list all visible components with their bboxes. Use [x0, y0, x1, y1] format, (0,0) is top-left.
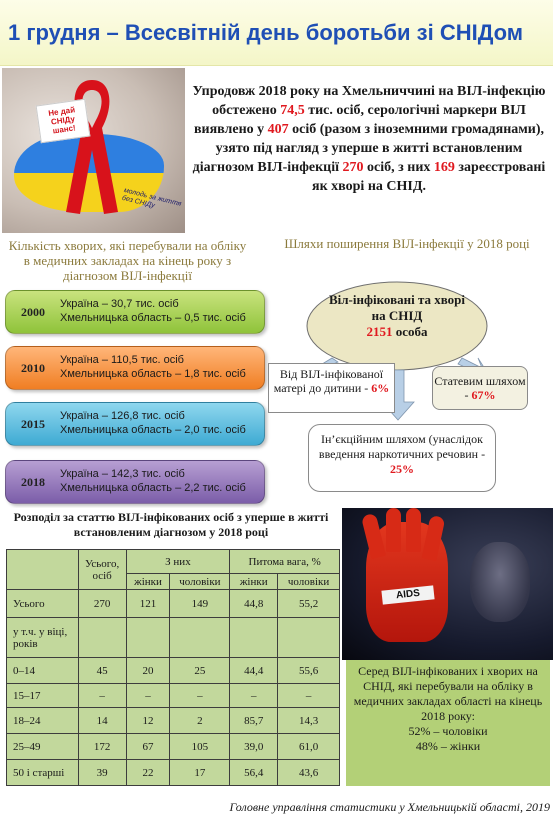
- header-empty: [7, 550, 79, 590]
- intro-value-aids: 169: [433, 160, 455, 175]
- cell-men-pct: [278, 618, 340, 658]
- row-label: 0–14: [7, 658, 79, 684]
- cell-men: –: [170, 684, 230, 708]
- intro-value-tested: 74,5: [280, 103, 305, 118]
- center-total: [322, 292, 472, 340]
- cell-women: –: [126, 684, 170, 708]
- route-mother-to-child: [268, 363, 395, 413]
- cell-women: [126, 618, 170, 658]
- cell-women: 121: [126, 590, 170, 618]
- center-unit: особа: [392, 324, 428, 339]
- cell-total: –: [78, 684, 126, 708]
- cell-men: 2: [170, 708, 230, 734]
- cell-men-pct: 55,6: [278, 658, 340, 684]
- page-title: 1 грудня – Всесвітній день боротьби зі СНІДом: [8, 20, 524, 45]
- face-shape: [470, 542, 530, 622]
- red-ribbon-icon: [64, 76, 120, 216]
- intro-text: тис. осіб, серологічні маркери ВІЛ виявлено у: [193, 103, 526, 137]
- distribution-title: Розподіл за статтю ВІЛ-інфікованих осіб з уперше в житті встановленим діагнозом у 2018 році: [13, 510, 329, 539]
- ukraine-count: Україна – 110,5 тис. осіб: [60, 354, 184, 366]
- finger-shape: [406, 508, 421, 552]
- route-label: Від ВІЛ-інфікованої матері до дитини -: [273, 367, 384, 395]
- cell-total: 45: [78, 658, 126, 684]
- table-row: [7, 618, 340, 658]
- intro-value-first-diagnosed: 270: [342, 160, 364, 175]
- distribution-table: [6, 549, 340, 786]
- header-share: Питома вага, %: [230, 550, 340, 574]
- route-percent: 25%: [390, 462, 414, 476]
- year-label: 2010: [21, 361, 45, 375]
- ukraine-count: Україна – 126,8 тис. осіб: [60, 410, 185, 422]
- route-label: Ін’єкційним шляхом (унаслідок введення наркотичних речовин -: [318, 432, 486, 461]
- cell-men: 17: [170, 760, 230, 786]
- table-row: [7, 708, 340, 734]
- region-count: Хмельницька область – 1,8 тис. осіб: [60, 368, 246, 380]
- year-label: 2015: [21, 417, 45, 431]
- gender-share-men: 52% – чоловіки: [408, 724, 488, 738]
- intro-text: осіб, з них: [363, 160, 434, 175]
- hero-tagline: молодь за життя без СНІДу: [121, 186, 182, 210]
- cell-men: 105: [170, 734, 230, 760]
- cell-women-pct: 85,7: [230, 708, 278, 734]
- cell-women-pct: [230, 618, 278, 658]
- table-row: [7, 734, 340, 760]
- region-count: Хмельницька область – 0,5 тис. осіб: [60, 312, 246, 324]
- transmission-heading: Шляхи поширення ВІЛ-інфекції у 2018 році: [284, 236, 530, 251]
- hero-image: [2, 68, 185, 233]
- header-women: жінки: [126, 574, 170, 590]
- table-row: [7, 658, 340, 684]
- cell-total: 14: [78, 708, 126, 734]
- route-sexual: [432, 366, 528, 410]
- row-label: 50 і старші: [7, 760, 79, 786]
- cell-total: 172: [78, 734, 126, 760]
- region-count: Хмельницька область – 2,2 тис. осіб: [60, 482, 246, 494]
- intro-text: зареєстровані як хворі на СНІД.: [312, 160, 546, 194]
- route-percent: 67%: [471, 388, 496, 402]
- year-pill-2015: [5, 402, 265, 446]
- cell-women-pct: 39,0: [230, 734, 278, 760]
- cell-women-pct: 44,8: [230, 590, 278, 618]
- cell-men-pct: 61,0: [278, 734, 340, 760]
- cell-total: [78, 618, 126, 658]
- cell-total: 270: [78, 590, 126, 618]
- aids-label: AIDS: [381, 585, 434, 604]
- row-label: 25–49: [7, 734, 79, 760]
- source-footer: Головне управління статистики у Хмельницькій області, 2019: [229, 800, 550, 814]
- route-label: Статевим шляхом -: [434, 374, 526, 402]
- cell-men-pct: 43,6: [278, 760, 340, 786]
- row-label: у т.ч. у віці, років: [7, 618, 79, 658]
- center-value: 2151: [366, 324, 393, 339]
- row-label: 18–24: [7, 708, 79, 734]
- ukraine-count: Україна – 30,7 тис. осіб: [60, 298, 179, 310]
- patients-heading: Кількість хворих, які перебували на обліку в медичних закладах на кінець року з діагнозом ВІЛ-інфекції: [8, 238, 247, 283]
- cell-men: [170, 618, 230, 658]
- header-of-them: З них: [126, 550, 230, 574]
- header-men: чоловіки: [170, 574, 230, 590]
- year-pill-2000: [5, 290, 265, 334]
- table-header-row: [7, 550, 340, 574]
- ukraine-count: Україна – 142,3 тис. осіб: [60, 468, 185, 480]
- gender-share-box: [346, 660, 550, 786]
- cell-women: 67: [126, 734, 170, 760]
- intro-value-detected: 407: [267, 122, 289, 137]
- intro-text: Упродовж 2018 року на Хмельниччині на ВІЛ-інфекцію обстежено: [192, 84, 546, 118]
- center-label: Віл-інфіковані та хворі на СНІД: [328, 292, 466, 323]
- gender-share-text: Серед ВІЛ-інфікованих і хворих на СНІД, які перебували на обліку в медичних закладах області на кінець 2018 року:: [353, 664, 543, 723]
- cell-total: 39: [78, 760, 126, 786]
- finger-shape: [386, 508, 401, 552]
- gender-share-women: 48% – жінки: [415, 739, 481, 753]
- year-label: 2018: [21, 475, 45, 489]
- cell-men-pct: –: [278, 684, 340, 708]
- cell-men: 149: [170, 590, 230, 618]
- route-percent: 6%: [371, 381, 390, 395]
- route-injection: [308, 424, 496, 492]
- year-pill-2018: [5, 460, 265, 504]
- header-women-pct: жінки: [230, 574, 278, 590]
- cell-women: 20: [126, 658, 170, 684]
- intro-text: осіб (разом з іноземними громадянами), узято під нагляд з уперше в житті встановленим діагнозом ВІЛ-інфекції: [192, 122, 545, 175]
- cell-men-pct: 55,2: [278, 590, 340, 618]
- intro-paragraph: [190, 82, 548, 196]
- hero-sign: Не дай СНІДу шанс!: [36, 99, 91, 144]
- cell-women-pct: 44,4: [230, 658, 278, 684]
- table-row: [7, 590, 340, 618]
- cell-men: 25: [170, 658, 230, 684]
- row-label: 15–17: [7, 684, 79, 708]
- header-total: Усього, осіб: [78, 550, 126, 590]
- table-row: [7, 684, 340, 708]
- year-pill-2010: [5, 346, 265, 390]
- cell-women-pct: 56,4: [230, 760, 278, 786]
- region-count: Хмельницька область – 2,0 тис. осіб: [60, 424, 246, 436]
- row-label: Усього: [7, 590, 79, 618]
- aids-hand-photo: [342, 508, 553, 660]
- header-men-pct: чоловіки: [278, 574, 340, 590]
- cell-women: 12: [126, 708, 170, 734]
- cell-women-pct: –: [230, 684, 278, 708]
- cell-men-pct: 14,3: [278, 708, 340, 734]
- table-row: [7, 760, 340, 786]
- title-bar: [0, 0, 553, 66]
- year-label: 2000: [21, 305, 45, 319]
- cell-women: 22: [126, 760, 170, 786]
